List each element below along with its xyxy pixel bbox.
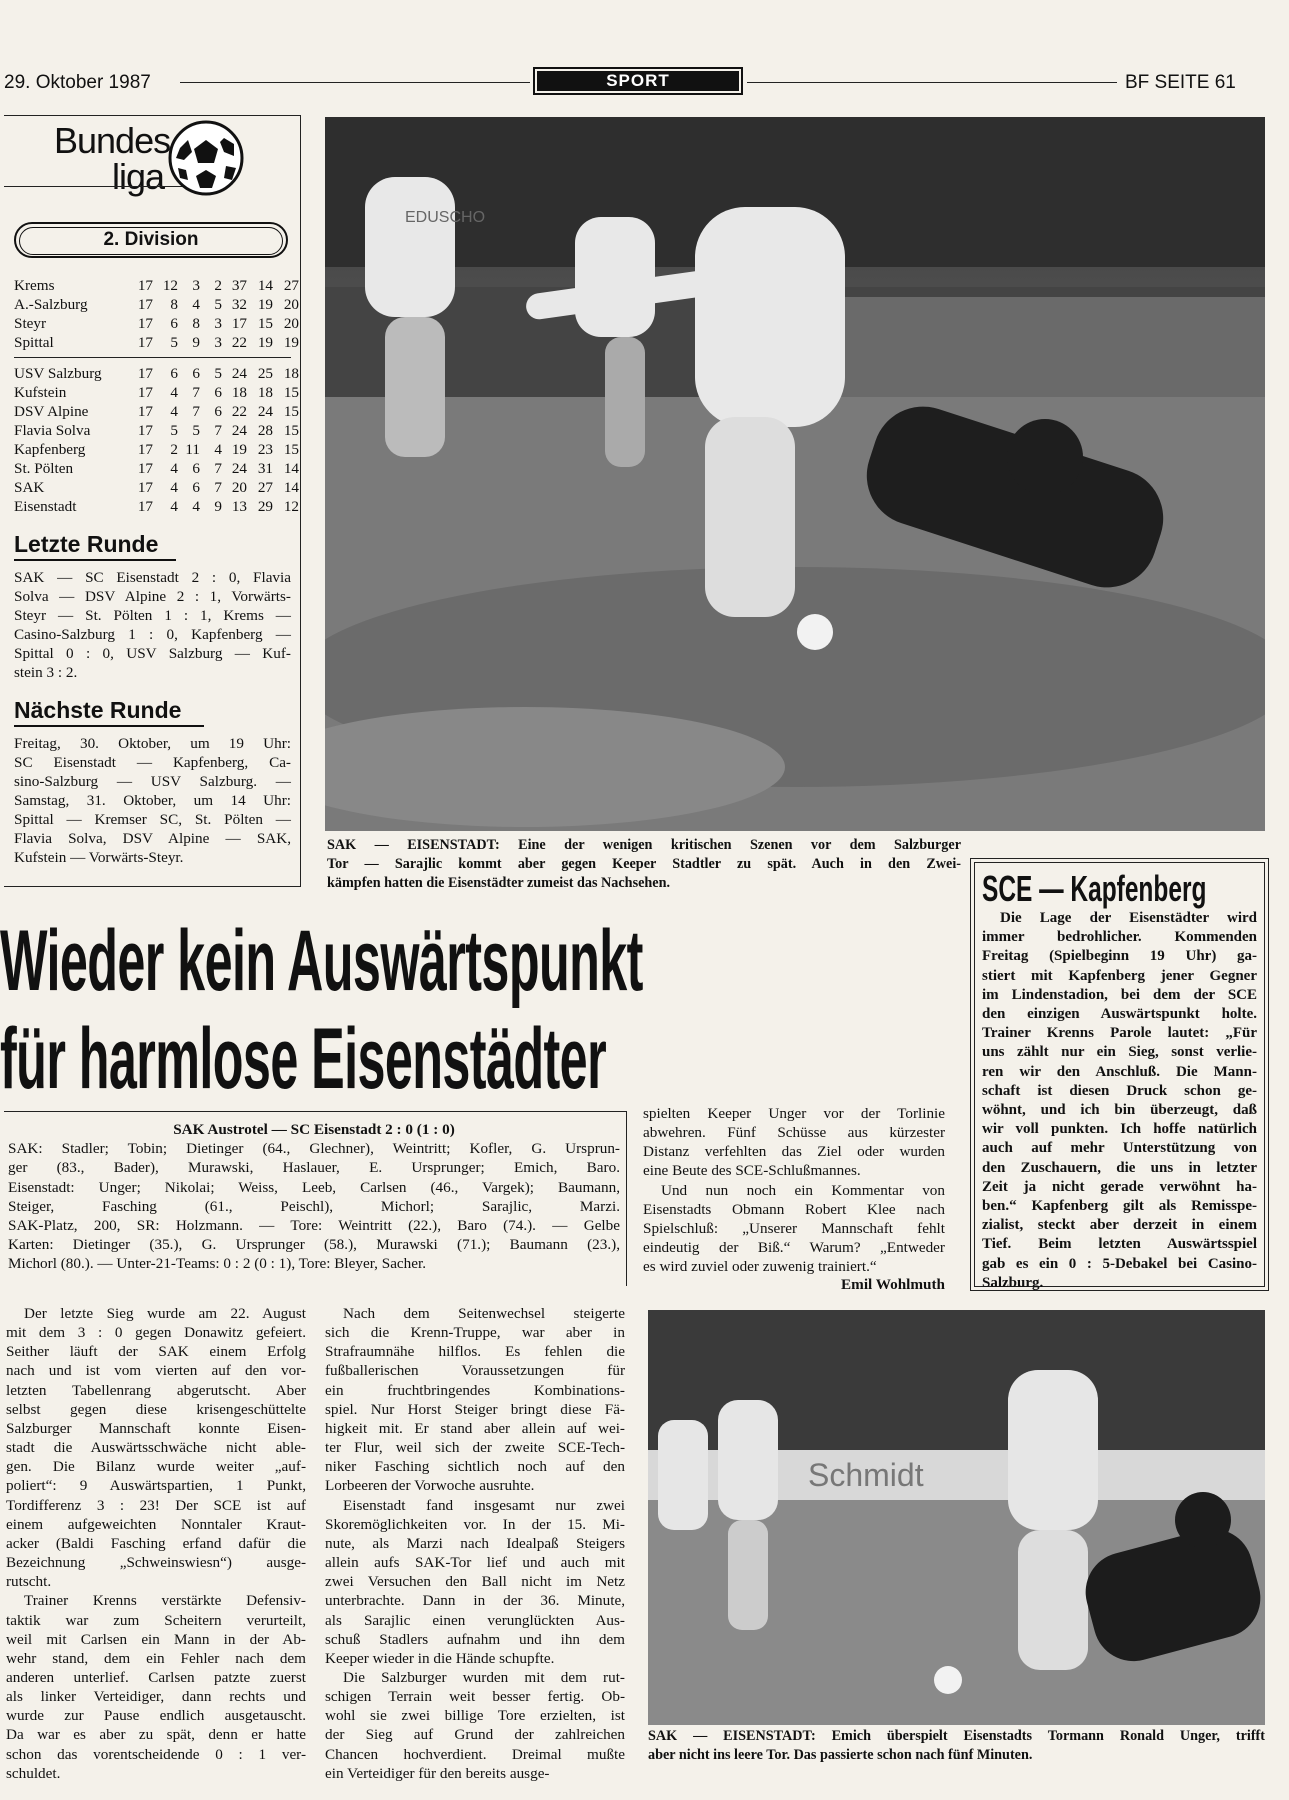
text-line: SAK — SC Eisenstadt 2 : 0, Flavia bbox=[14, 569, 291, 586]
standings-value: 24 bbox=[231, 365, 247, 382]
standings-value: 19 bbox=[257, 334, 273, 351]
text-line: nach und ist vom vierten auf den vor- bbox=[6, 1362, 306, 1380]
article-column-2 bbox=[325, 1304, 625, 1783]
standings-value: 4 bbox=[170, 460, 178, 477]
text-line: Bezeichnung „Schweinswiesn“) ausge- bbox=[6, 1554, 306, 1572]
text-line: kämpfen hatten die Eisenstädter zumeist das Nachsehen. bbox=[327, 875, 671, 891]
letzte-runde-text bbox=[14, 568, 291, 682]
text-line: Und nun noch ein Kommentar von bbox=[661, 1181, 945, 1199]
text-line: Freitag, 30. Oktober, um 19 Uhr: bbox=[14, 735, 291, 752]
match-photo-top bbox=[325, 117, 1265, 831]
standings-value: 5 bbox=[192, 422, 200, 439]
standings-value: 12 bbox=[283, 498, 299, 515]
text-line: higkeit mit. Er stand aber allein auf wei- bbox=[325, 1419, 625, 1437]
text-line: eindeutig der Biß.“ Warum? „Entweder bbox=[643, 1239, 945, 1257]
team-name: USV Salzburg bbox=[14, 365, 102, 382]
text-line: den Zuschauern, die uns in letzter bbox=[982, 1159, 1257, 1176]
standings-value: 4 bbox=[170, 384, 178, 401]
standings-value: 24 bbox=[257, 403, 273, 420]
standings-value: 2 bbox=[170, 441, 178, 458]
team-name: Eisenstadt bbox=[14, 498, 77, 515]
standings-value: 15 bbox=[283, 441, 299, 458]
standings-value: 6 bbox=[170, 315, 178, 332]
text-line: Skoremöglichkeiten vor. In der 15. Mi- bbox=[325, 1515, 625, 1533]
standings-value: 18 bbox=[257, 384, 273, 401]
standings-value: 13 bbox=[231, 498, 247, 515]
text-line: Keeper wieder in die Hände schupfte. bbox=[325, 1649, 555, 1667]
team-name: Kapfenberg bbox=[14, 441, 86, 458]
text-line: Freitag (Spielbeginn 19 Uhr) ga- bbox=[982, 948, 1257, 965]
standings-value: 19 bbox=[257, 296, 273, 313]
side-article-text bbox=[982, 909, 1257, 1293]
text-line: Solva — DSV Alpine 2 : 1, Vorwärts- bbox=[14, 588, 291, 605]
text-line: Strafraumnähe hilflos. Es fehlen die bbox=[325, 1343, 625, 1361]
standings-value: 6 bbox=[214, 384, 222, 401]
team-name: Steyr bbox=[14, 315, 47, 332]
text-line: Spittal — Kremser SC, St. Pölten — bbox=[14, 811, 291, 828]
text-line: SAK: Stadler; Tobin; Dietinger (64., Glechner), Weintritt; Kofler, G. Ursprun- bbox=[8, 1140, 620, 1158]
text-line: allein aufs SAK-Tor lief und auch mit bbox=[325, 1554, 625, 1572]
standings-value: 20 bbox=[283, 315, 299, 332]
text-line: wöhnt, und ich bin überzeugt, daß bbox=[982, 1102, 1257, 1119]
text-line: Die Salzburger wurden mit dem rut- bbox=[343, 1668, 625, 1686]
standings-value: 22 bbox=[231, 403, 247, 420]
text-line: den einzigen Auswärtspunkt holte. bbox=[982, 1006, 1257, 1023]
text-line: Spittal 0 : 0, USV Salzburg — Kuf- bbox=[14, 645, 291, 662]
text-line: Trainer Krenns verstärkte Defensiv- bbox=[24, 1592, 306, 1610]
standings-value: 6 bbox=[192, 460, 200, 477]
text-line: Samstag, 31. Oktober, um 14 Uhr: bbox=[14, 792, 291, 809]
lineup-title: SAK Austrotel — SC Eisenstadt 2 : 0 (1 : 0) bbox=[173, 1121, 455, 1138]
standings-value: 6 bbox=[192, 365, 200, 382]
text-line: Die Lage der Eisenstädter wird bbox=[1000, 910, 1257, 926]
standings-value: 18 bbox=[283, 365, 299, 382]
standings-value: 19 bbox=[231, 441, 247, 458]
text-line: als linker Verteidiger, dann rechts und bbox=[6, 1688, 306, 1706]
standings-value: 17 bbox=[137, 384, 153, 401]
text-line: schaft ist diesen Druck schon ge- bbox=[982, 1082, 1257, 1099]
standings-value: 4 bbox=[214, 441, 222, 458]
match-photo-top-image bbox=[325, 117, 1265, 831]
standings-row bbox=[14, 478, 299, 497]
text-line: SAK — EISENSTADT: Emich überspielt Eisenstadts Tormann Ronald Unger, trifft bbox=[648, 1728, 1265, 1744]
standings-value: 7 bbox=[214, 479, 222, 496]
text-line: schuldet. bbox=[6, 1764, 61, 1782]
text-line: wurde zur Pause endlich ausgetauscht. bbox=[6, 1707, 306, 1725]
shirt-text: EDUSCHO bbox=[405, 209, 486, 226]
standings-row bbox=[14, 459, 299, 478]
standings-value: 17 bbox=[137, 315, 153, 332]
author-byline: Emil Wohlmuth bbox=[841, 1276, 945, 1293]
text-line: SAK — EISENSTADT: Eine der wenigen kritischen Szenen vor dem Salzburger bbox=[327, 837, 961, 853]
text-line: abwehren. Fünf Schüsse aus kürzester bbox=[643, 1124, 945, 1142]
text-line: Spielschluß: „Unserer Mannschaft fehlt bbox=[643, 1219, 945, 1237]
standings-row bbox=[14, 383, 299, 402]
standings-value: 27 bbox=[257, 479, 273, 496]
standings-value: 9 bbox=[192, 334, 200, 351]
standings-row bbox=[14, 333, 299, 352]
team-name: St. Pölten bbox=[14, 460, 74, 477]
standings-value: 20 bbox=[231, 479, 247, 496]
text-line: nute, als Marzi nach Idealpaß Steigers bbox=[325, 1534, 625, 1552]
text-line: stadt die Auswärtsschwäche nicht able- bbox=[6, 1439, 306, 1457]
article-column-1 bbox=[6, 1304, 306, 1783]
standings-value: 17 bbox=[137, 365, 153, 382]
text-line: Tor — Sarajlic kommt aber gegen Keeper Stadtler zu spät. Auch in den Zwei- bbox=[327, 856, 961, 872]
text-line: spielten Keeper Unger vor der Torlinie bbox=[643, 1105, 945, 1122]
text-line: spiel. Nur Horst Steiger bringt diese Fä- bbox=[325, 1400, 625, 1418]
team-name: Spittal bbox=[14, 334, 54, 351]
standings-value: 32 bbox=[231, 296, 247, 313]
text-line: ein fruchtbringendes Kombinations- bbox=[325, 1381, 625, 1399]
text-line: niker Fasching sichtlich noch auf den bbox=[325, 1458, 625, 1476]
text-line: sino-Salzburg — USV Salzburg. — bbox=[14, 773, 291, 790]
text-line: im Lindenstadion, bei dem der SCE bbox=[982, 986, 1257, 1003]
standings-table-top bbox=[14, 276, 299, 352]
text-line: gab es ein 0 : 5-Debakel bei Casino- bbox=[982, 1255, 1257, 1272]
standings-value: 4 bbox=[170, 479, 178, 496]
standings-value: 2 bbox=[214, 277, 222, 294]
standings-value: 31 bbox=[257, 460, 273, 477]
text-line: Kufstein — Vorwärts-Steyr. bbox=[14, 849, 184, 866]
division-badge bbox=[14, 222, 288, 258]
standings-value: 24 bbox=[231, 460, 247, 477]
standings-value: 20 bbox=[283, 296, 299, 313]
standings-row bbox=[14, 364, 299, 383]
article-column-3-top bbox=[643, 1104, 945, 1276]
text-line: schuß Stadlers aufnahm und ihn dem bbox=[325, 1630, 625, 1648]
standings-value: 4 bbox=[192, 296, 200, 313]
standings-row bbox=[14, 421, 299, 440]
text-line: Seither läuft der SAK einem Erfolg bbox=[6, 1343, 306, 1361]
text-line: immer bedrohlicher. Kommenden bbox=[982, 929, 1257, 946]
letzte-runde-heading: Letzte Runde bbox=[14, 531, 159, 557]
headline-line1: Wieder kein Auswärtspunkt bbox=[0, 913, 643, 1009]
text-line: unterbrachte. Dann in der 36. Minute, bbox=[325, 1592, 625, 1610]
standings-value: 7 bbox=[214, 422, 222, 439]
text-line: ger (83., Bader), Murawski, Haslauer, E. Ursprunger; Emich, Baro. bbox=[8, 1159, 620, 1177]
logo-bundes: Bundes bbox=[54, 120, 171, 161]
text-line: SC Eisenstadt — Kapfenberg, Ca- bbox=[14, 754, 291, 771]
text-line: weil mit Carlsen ein Mann in der Ab- bbox=[6, 1630, 306, 1648]
lineup-lines bbox=[8, 1139, 620, 1273]
text-line: zwei Versuchen den Ball nicht im Netz bbox=[325, 1573, 625, 1591]
text-line: Steyr — St. Pölten 1 : 1, Krems — bbox=[14, 607, 291, 624]
division-label: 2. Division bbox=[19, 227, 283, 255]
text-line: Da war es aber zu spät, denn er hatte bbox=[6, 1726, 306, 1744]
text-line: eine Beute des SCE-Schlußmannes. bbox=[643, 1162, 861, 1180]
lineup-text bbox=[8, 1120, 620, 1274]
text-line: mit dem 3 : 0 gegen Donawitz gefeiert. bbox=[6, 1324, 306, 1342]
text-line: Salzburg. bbox=[982, 1274, 1044, 1291]
text-line: fußballerischen Voraussetzungen für bbox=[325, 1362, 625, 1380]
side-article-title: SCE — Kapfenberg bbox=[982, 868, 1207, 909]
standings-value: 5 bbox=[214, 365, 222, 382]
standings-value: 14 bbox=[257, 277, 273, 294]
text-line: Steiger, Fasching (61., Peischl), Michorl; Sarajlic, Marzi. bbox=[8, 1197, 620, 1215]
text-line: anderen unterlief. Carlsen patzte zuerst bbox=[6, 1668, 306, 1686]
header-rule-left bbox=[180, 82, 530, 83]
text-line: Distanz verfehlten das Ziel oder wurden bbox=[643, 1143, 945, 1161]
text-line: einem aufgeweichten Nonntaler Kraut- bbox=[6, 1515, 306, 1533]
text-line: Eisenstadts Obmann Robert Klee nach bbox=[643, 1200, 945, 1218]
standings-value: 4 bbox=[192, 498, 200, 515]
text-line: ben.“ Kapfenberg gilt als Remisspe- bbox=[982, 1198, 1257, 1215]
text-line: Lorbeeren der Vorwoche ausruhte. bbox=[325, 1477, 535, 1495]
standings-value: 28 bbox=[257, 422, 273, 439]
text-line: ren wir den Anschluß. Die Mann- bbox=[982, 1063, 1257, 1080]
text-line: stiert mit Kapfenberg jener Gegner bbox=[982, 967, 1257, 984]
text-line: rutscht. bbox=[6, 1573, 52, 1591]
standings-row bbox=[14, 440, 299, 459]
section-label-text: SPORT bbox=[537, 71, 739, 91]
standings-value: 15 bbox=[283, 384, 299, 401]
text-line: poliert“: 9 Auswärtspartien, 1 Punkt, bbox=[6, 1477, 306, 1495]
text-line: selbst gegen diese krisengeschüttelte bbox=[6, 1400, 306, 1418]
text-line: Tordifferenz 3 : 23! Der SCE ist auf bbox=[6, 1496, 306, 1514]
standings-value: 15 bbox=[283, 422, 299, 439]
photo-bottom-caption bbox=[648, 1727, 1265, 1765]
standings-value: 5 bbox=[170, 334, 178, 351]
text-line: als Sarajlic einen verunglückten Aus- bbox=[325, 1611, 625, 1629]
team-name: DSV Alpine bbox=[14, 403, 89, 420]
standings-value: 17 bbox=[137, 460, 153, 477]
standings-value: 12 bbox=[162, 277, 178, 294]
standings-value: 5 bbox=[214, 296, 222, 313]
text-line: stein 3 : 2. bbox=[14, 664, 78, 681]
text-line: gen. Die Bilanz wurde weiter „auf- bbox=[6, 1458, 306, 1476]
standings-value: 14 bbox=[283, 460, 299, 477]
standings-value: 4 bbox=[170, 498, 178, 515]
standings-value: 17 bbox=[137, 441, 153, 458]
text-line: wohl sie zwei billige Tore erzielten, ist bbox=[325, 1707, 625, 1725]
standings-value: 23 bbox=[257, 441, 273, 458]
standings-value: 17 bbox=[137, 277, 153, 294]
naechste-runde-underline bbox=[14, 725, 204, 727]
standings-value: 17 bbox=[137, 422, 153, 439]
text-line: ter Flur, weil sich der zweite SCE-Tech- bbox=[325, 1439, 625, 1457]
standings-value: 17 bbox=[231, 315, 247, 332]
team-name: Kufstein bbox=[14, 384, 67, 401]
text-line: Chancen hochverdient. Dreimal mußte bbox=[325, 1745, 625, 1763]
standings-value: 19 bbox=[283, 334, 299, 351]
text-line: Flavia Solva, DSV Alpine — SAK, bbox=[14, 830, 291, 847]
text-line: Tief. Beim letzten Auswärtsspiel bbox=[982, 1236, 1257, 1253]
text-line: letzten Tabellenrang abgerutscht. Aber bbox=[6, 1381, 306, 1399]
standings-value: 25 bbox=[257, 365, 273, 382]
text-line: uns zählt nur ein Sieg, sonst verlie- bbox=[982, 1044, 1257, 1061]
standings-value: 6 bbox=[214, 403, 222, 420]
text-line: sich die Krenn-Truppe, war aber in bbox=[325, 1324, 625, 1342]
text-line: Nach dem Seitenwechsel steigerte bbox=[343, 1305, 625, 1322]
text-line: ein Verteidiger für den bereits ausge- bbox=[325, 1764, 550, 1782]
standings-value: 9 bbox=[214, 498, 222, 515]
text-line: schigen Terrain weit besser fertig. Ob- bbox=[325, 1688, 625, 1706]
standings-row bbox=[14, 402, 299, 421]
football-icon bbox=[166, 118, 246, 198]
standings-value: 8 bbox=[192, 315, 200, 332]
team-name: Krems bbox=[14, 277, 55, 294]
text-line: Salzburger Mannschaft konnte Eisen- bbox=[6, 1419, 306, 1437]
letzte-runde-underline bbox=[14, 559, 176, 561]
standings-value: 15 bbox=[257, 315, 273, 332]
standings-value: 5 bbox=[170, 422, 178, 439]
standings-table-bottom bbox=[14, 364, 299, 516]
match-photo-bottom-image bbox=[648, 1310, 1265, 1725]
team-name: Flavia Solva bbox=[14, 422, 91, 439]
standings-value: 4 bbox=[170, 403, 178, 420]
page-number: BF SEITE 61 bbox=[1125, 72, 1236, 93]
text-line: schon das vorentscheidende 0 : 1 ver- bbox=[6, 1745, 306, 1763]
standings-row bbox=[14, 314, 299, 333]
text-line: wehr stand, dem ein Fehler nach dem bbox=[6, 1649, 306, 1667]
logo-liga: liga bbox=[112, 156, 165, 197]
header-rule-right bbox=[747, 82, 1117, 83]
standings-value: 11 bbox=[185, 441, 200, 458]
text-line: aber nicht ins leere Tor. Das passierte schon nach fünf Minuten. bbox=[648, 1747, 1033, 1763]
text-line: Eisenstadt fand insgesamt nur zwei bbox=[343, 1496, 625, 1514]
standings-value: 37 bbox=[231, 277, 247, 294]
standings-value: 3 bbox=[214, 315, 222, 332]
text-line: SAK-Platz, 200, SR: Holzmann. — Tore: Weintritt (22.), Baro (74.). — Gelbe bbox=[8, 1217, 620, 1235]
text-line: Trainer Krenns Parole lautet: „Für bbox=[982, 1025, 1257, 1042]
standings-value: 17 bbox=[137, 498, 153, 515]
standings-row bbox=[14, 295, 299, 314]
standings-value: 7 bbox=[192, 403, 200, 420]
standings-value: 15 bbox=[283, 403, 299, 420]
section-label bbox=[533, 67, 743, 95]
standings-value: 3 bbox=[214, 334, 222, 351]
standings-value: 24 bbox=[231, 422, 247, 439]
photo-top-caption bbox=[327, 836, 961, 893]
standings-value: 17 bbox=[137, 403, 153, 420]
standings-value: 17 bbox=[137, 479, 153, 496]
text-line: Zeit ja nicht gerade verwöhnt ha- bbox=[982, 1178, 1257, 1195]
standings-row bbox=[14, 276, 299, 295]
standings-value: 3 bbox=[192, 277, 200, 294]
standings-value: 29 bbox=[257, 498, 273, 515]
text-line: Eisenstadt: Unger; Nikolai; Weiss, Leeb, Carlsen (46., Vargek); Baumann, bbox=[8, 1178, 620, 1196]
text-line: Karten: Dietinger (35.), G. Ursprunger (58.), Murawski (71.); Baumann (23.), bbox=[8, 1236, 620, 1254]
text-line: der Sieg auf Grund der zahlreichen bbox=[325, 1726, 625, 1744]
text-line: Michorl (80.). — Unter-21-Teams: 0 : 2 (0 : 1), Tore: Bleyer, Sacher. bbox=[8, 1255, 427, 1273]
standings-value: 8 bbox=[170, 296, 178, 313]
text-line: zialist, steckt aber derzeit in einem bbox=[982, 1217, 1257, 1234]
standings-value: 7 bbox=[192, 384, 200, 401]
text-line: taktik war zum Scheitern verurteilt, bbox=[6, 1611, 306, 1629]
team-name: A.-Salzburg bbox=[14, 296, 88, 313]
standings-value: 22 bbox=[231, 334, 247, 351]
standings-row bbox=[14, 497, 299, 516]
standings-value: 6 bbox=[170, 365, 178, 382]
standings-divider bbox=[14, 357, 291, 358]
text-line: Casino-Salzburg 1 : 0, Kapfenberg — bbox=[14, 626, 291, 643]
headline-line2: für harmlose Eisenstädter bbox=[0, 1011, 607, 1107]
standings-value: 7 bbox=[214, 460, 222, 477]
text-line: Der letzte Sieg wurde am 22. August bbox=[24, 1305, 306, 1322]
issue-date: 29. Oktober 1987 bbox=[4, 72, 151, 93]
standings-value: 27 bbox=[283, 277, 299, 294]
text-line: es wird zuviel oder zuwenig trainiert.“ bbox=[643, 1258, 877, 1276]
standings-value: 17 bbox=[137, 296, 153, 313]
standings-value: 6 bbox=[192, 479, 200, 496]
standings-value: 17 bbox=[137, 334, 153, 351]
team-name: SAK bbox=[14, 479, 45, 496]
standings-value: 18 bbox=[231, 384, 247, 401]
text-line: wir voll punkten. Ich hoffe natürlich bbox=[982, 1121, 1257, 1138]
banner-text: Schmidt bbox=[808, 1457, 924, 1493]
text-line: auch auf mehr Unterstützung von bbox=[982, 1140, 1257, 1157]
naechste-runde-text bbox=[14, 734, 291, 867]
naechste-runde-heading: Nächste Runde bbox=[14, 697, 182, 723]
match-photo-bottom bbox=[648, 1310, 1265, 1725]
text-line: acker (Baldi Fasching erfand dafür die bbox=[6, 1534, 306, 1552]
standings-value: 14 bbox=[283, 479, 299, 496]
